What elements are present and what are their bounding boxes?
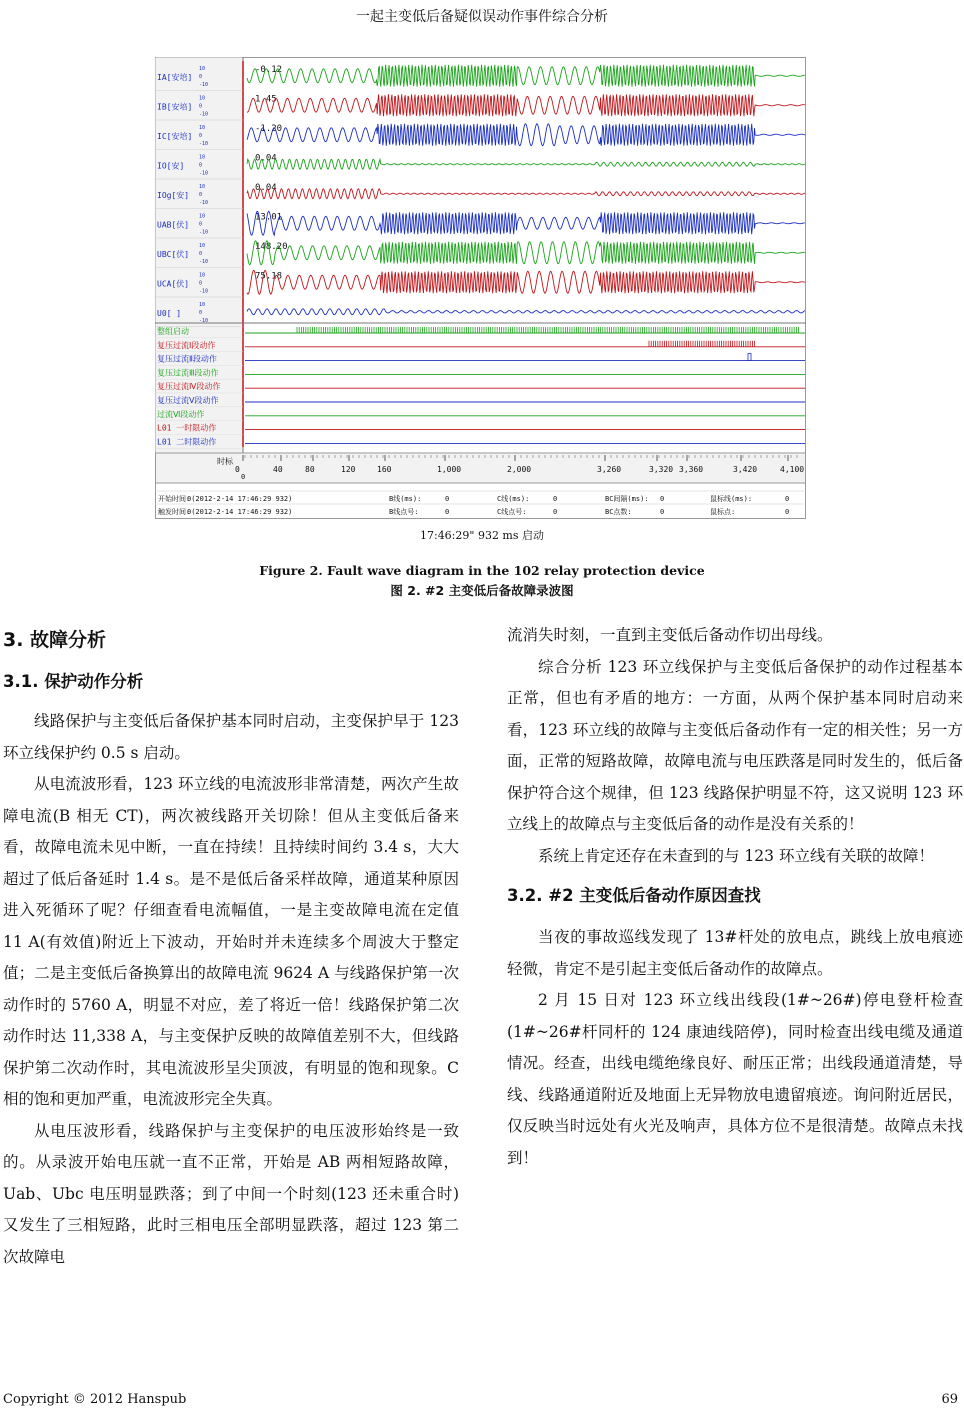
channel-label: IO[安] (157, 161, 185, 171)
scale-tick: -10 (199, 170, 209, 177)
digital-label: 整组启动 (157, 327, 189, 336)
time-tick-label: 3,420 (733, 465, 758, 474)
channel-value: 0.04 (255, 153, 277, 164)
info-cell: 0 (553, 508, 558, 516)
scale-tick: -10 (199, 317, 209, 324)
figure-caption-en: Figure 2. Fault wave diagram in the 102 relay protection device (259, 563, 705, 578)
scale-tick: 10 (199, 242, 206, 249)
scale-tick: -10 (199, 111, 209, 118)
channel-value: 148.20 (255, 241, 288, 252)
channel-value: 0.04 (255, 182, 277, 193)
paragraph: 2 月 15 日对 123 环立线出线段(1#~26#)停电登杆检查(1#~26#杆同杆的 124 康迪线陪停)，同时检查出线电缆及通道情况。经查，出线电缆绝缘良好、耐压正常；出线段通道清楚，导线、线路通道附近及地面上无异物放电遗留痕迹。询问附近居民，仅反映当时远处有火光及响声，具体方位不是很清楚。故障点未找到！ (507, 991, 963, 1167)
scale-tick: 0 (199, 162, 203, 169)
channel-value: 1.45 (255, 94, 277, 105)
time-tick-label: 3,360 (679, 465, 704, 474)
info-cell: B线点号: (389, 508, 419, 516)
info-cell: C线(ms): (497, 495, 530, 503)
info-cell: 0 (660, 508, 665, 516)
channel-label: IA[安培] (157, 72, 193, 82)
info-cell: C线点号: (497, 508, 527, 516)
info-cell: BC间隔(ms): (605, 495, 649, 503)
channel-label: UAB[伏] (157, 220, 190, 230)
channel-value: 13.01 (255, 212, 283, 223)
scale-tick: 0 (199, 73, 203, 80)
time-tick-label: 3,260 (597, 465, 622, 474)
info-cell: 触发时间: (158, 508, 191, 516)
scale-tick: -10 (199, 258, 209, 265)
fault-wave-diagram (155, 57, 806, 519)
channel-label: IB[安培] (157, 102, 193, 112)
channel-label: IOg[安] (157, 190, 190, 200)
time-tick-label: 1,000 (437, 465, 462, 474)
info-cell: 0(2012-2-14 17:46:29 932) (187, 508, 293, 516)
time-tick-label: 3,320 (649, 465, 674, 474)
left-column (3, 620, 459, 1273)
channel-value: -1.20 (255, 123, 283, 134)
scale-tick: 0 (199, 309, 203, 316)
time-tick-label: 160 (377, 465, 392, 474)
time-axis-title: 时标 (217, 457, 233, 466)
paragraph: 综合分析 123 环立线保护与主变低后备保护的动作过程基本正常，但也有矛盾的地方：一方面，从两个保护基本同时启动来看，123 环立线的故障与主变低后备动作有一定的相关性；另一方面，正常的短路故障，故障电流与电压跌落是同时发生的，低后备保护符合这个规律，但 123 线路保护明显不符，这又说明 123 环立线上的故障点与主变低后备的动作是没有关系的！ (507, 657, 963, 833)
digital-label: 复压过流Ⅴ段动作 (157, 396, 219, 405)
scale-tick: 10 (199, 183, 206, 190)
scale-tick: 10 (199, 213, 206, 220)
info-cell: B线(ms): (389, 495, 422, 503)
scale-tick: 10 (199, 272, 206, 279)
time-tick-label: 4,100 (780, 465, 805, 474)
scale-tick: 0 (199, 132, 203, 139)
scale-tick: 10 (199, 154, 206, 161)
paragraph-continued: 流消失时刻，一直到主变低后备动作切出母线。 (507, 626, 833, 644)
figure-start-time: 17:46:29" 932 ms 启动 (419, 529, 545, 542)
channel-value: -0.12 (255, 64, 283, 75)
running-title: 一起主变低后备疑似误动作事件综合分析 (356, 9, 608, 25)
info-cell: 鼠标线(ms): (710, 495, 753, 503)
channel-label: IC[安培] (157, 131, 193, 141)
channel-label: U0[ ] (157, 308, 182, 318)
channel-label: UCA[伏] (157, 279, 190, 289)
paragraph: 从电压波形看，线路保护与主变保护的电压波形始终是一致的。从录波开始电压就一直不正常，开始是 AB 两相短路故障，Uab、Ubc 电压明显跌落；到了中间一个时刻(123 还未重合时)又发生了三相短路，此时三相电压全部明显跌落，超过 123 第二次故障电 (3, 1121, 459, 1266)
paragraph: 系统上肯定还存在未查到的与 123 环立线有关联的故障！ (538, 846, 934, 865)
channel-label: UBC[伏] (157, 249, 190, 259)
info-cell: 0 (785, 495, 790, 503)
scale-tick: 0 (199, 250, 203, 257)
info-cell: 0 (553, 495, 558, 503)
scale-tick: -10 (199, 140, 209, 147)
digital-label: 复压过流Ⅲ段动作 (157, 368, 219, 378)
scale-tick: 0 (199, 280, 203, 287)
time-tick-label: 120 (341, 465, 356, 474)
copyright: Copyright © 2012 Hanspub (3, 1392, 187, 1407)
scale-tick: -10 (199, 81, 209, 88)
time-tick-label: 40 (273, 465, 283, 474)
scale-tick: 0 (199, 103, 203, 110)
paragraph: 线路保护与主变低后备保护基本同时启动，主变保护早于 123 环立线保护约 0.5 s 启动。 (3, 712, 459, 762)
info-cell: 0 (445, 495, 450, 503)
info-cell: 0 (660, 495, 665, 503)
info-cell: 鼠标点: (710, 508, 736, 516)
time-tick-label: 0 (235, 465, 240, 474)
digital-label: 复压过流Ⅱ段动作 (157, 354, 217, 364)
info-cell: 0(2012-2-14 17:46:29 932) (187, 495, 293, 503)
subsection-title-3-2: 3.2. #2 主变低后备动作原因查找 (507, 886, 761, 905)
info-cell: 0 (445, 508, 450, 516)
time-axis-bar (156, 453, 806, 483)
paragraph: 从电流波形看，123 环立线的电流波形非常清楚，两次产生故障电流(B 相无 CT)，两次被线路开关切除！但从主变低后备来看，故障电流未见中断，一直在持续！且持续时间约 3.4 s，大大超过了低后备延时 1.4 s。是不是低后备采样故障，通道某种原因进入死循环了呢？仔细查看电流幅值，一是主变故障电流在定值 11 A(有效值)附近上下波动，开始时并未连续多个周波大于整定值；二是主变低后备换算出的故障电流 9624 A 与线路保护第一次动作时的 5760 A，明显不对应，差了将近一倍！线路保护第二次动作时达 11,338 A，与主变保护反映的故障值差别不大，但线路保护第二次动作时，其电流波形呈尖顶波，有明显的饱和现象。C 相的饱和更加严重，电流波形完全失真。 (3, 775, 459, 1108)
scale-tick: 0 (199, 191, 203, 198)
info-cell: BC点数: (605, 508, 632, 516)
page-number: 69 (941, 1392, 958, 1407)
scale-tick: 0 (199, 221, 203, 228)
info-cell: 开始时间: (158, 495, 191, 503)
scale-tick: -10 (199, 229, 209, 236)
info-cell: 0 (785, 508, 790, 516)
scale-tick: -10 (199, 288, 209, 295)
digital-label: L01 一时限动作 (157, 423, 217, 433)
time-axis-zero: 0 (241, 473, 246, 481)
digital-label: 复压过流Ⅳ段动作 (157, 382, 221, 392)
digital-label: 复压过流Ⅰ段动作 (157, 340, 216, 350)
scale-tick: -10 (199, 199, 209, 206)
scale-tick: 10 (199, 301, 206, 308)
digital-label: L01 二时限动作 (157, 437, 217, 447)
figure-caption-zh: 图 2. #2 主变低后备故障录波图 (390, 583, 574, 598)
time-tick-label: 2,000 (507, 465, 532, 474)
paragraph: 当夜的事故巡线发现了 13#杆处的放电点，跳线上放电痕迹轻微，肯定不是引起主变低后备动作的故障点。 (507, 928, 963, 978)
section-title: 3. 故障分析 (3, 629, 107, 651)
scale-tick: 10 (199, 65, 206, 72)
fault-wave-figure (155, 57, 806, 519)
right-column (507, 620, 963, 1174)
digital-label: 过流Ⅵ段动作 (157, 409, 205, 419)
scale-tick: 10 (199, 95, 206, 102)
subsection-title-3-1: 3.1. 保护动作分析 (3, 672, 144, 691)
time-tick-label: 80 (305, 465, 315, 474)
scale-tick: 10 (199, 124, 206, 131)
channel-value: 75.18 (255, 271, 283, 282)
